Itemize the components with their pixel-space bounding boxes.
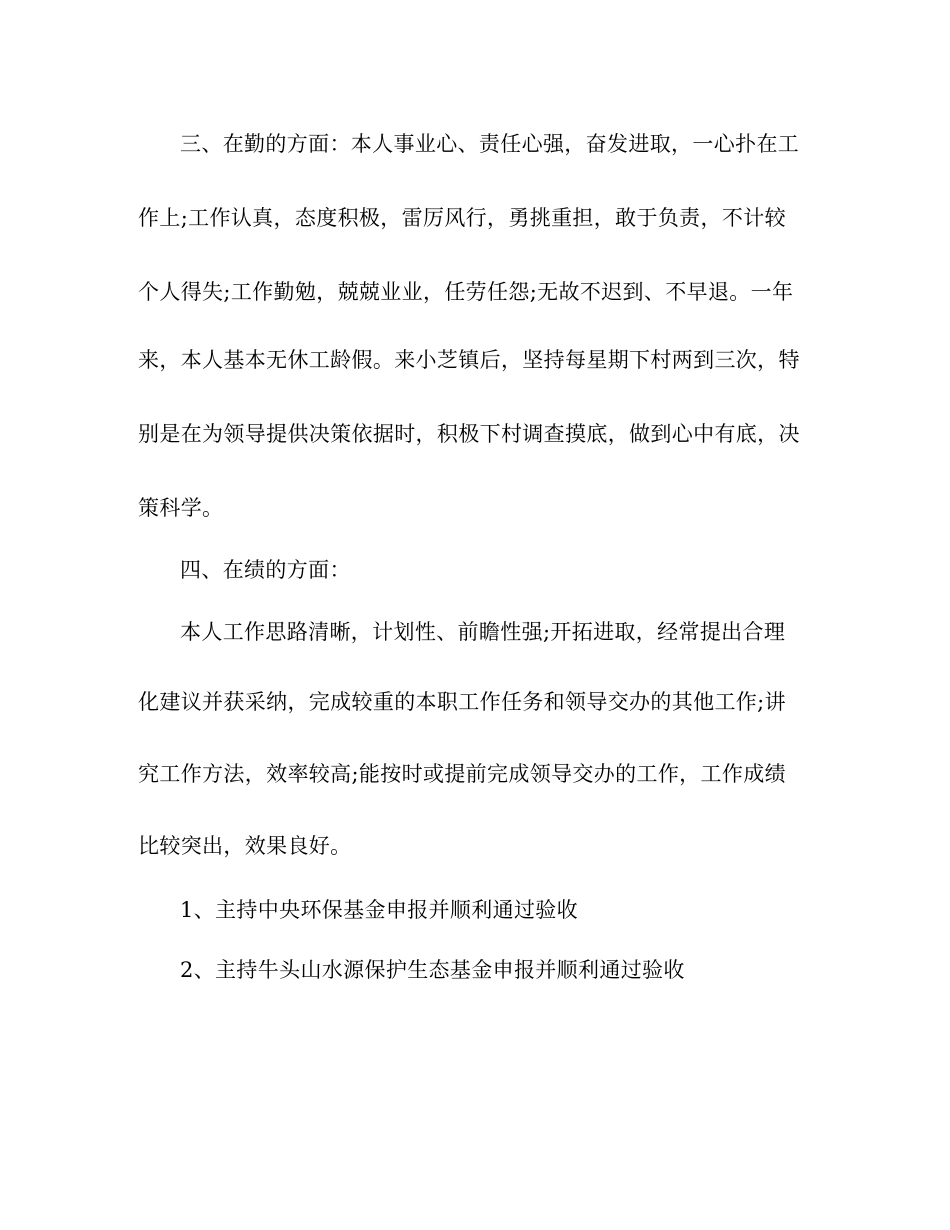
paragraph-3-line-6: 策科学。 <box>138 496 224 520</box>
paragraph-3-line-1: 三、在勤的方面：本人事业心、责任心强，奋发进取，一心扑在工 <box>180 132 800 156</box>
paragraph-3-line-2: 作上;工作认真，态度积极，雷厉风行，勇挑重担，敢于负责，不计较 <box>138 206 786 230</box>
paragraph-3-line-5: 别是在为领导提供决策依据时，积极下村调查摸底，做到心中有底，决 <box>138 422 800 446</box>
paragraph-4-line-4: 比较突出，效果良好。 <box>138 834 352 858</box>
list-item-2: 2、主持牛头山水源保护生态基金申报并顺利通过验收 <box>180 958 685 982</box>
section-4-heading: 四、在绩的方面： <box>180 558 351 582</box>
paragraph-4-line-2: 化建议并获采纳，完成较重的本职工作任务和领导交办的其他工作;讲 <box>138 690 786 714</box>
paragraph-4-line-3: 究工作方法，效率较高;能按时或提前完成领导交办的工作，工作成绩 <box>138 762 786 786</box>
paragraph-3-line-4: 来，本人基本无休工龄假。来小芝镇后，坚持每星期下村两到三次，特 <box>138 348 800 372</box>
paragraph-3-line-3: 个人得失;工作勤勉，兢兢业业，任劳任怨;无故不迟到、不早退。一年 <box>138 280 794 304</box>
list-item-1: 1、主持中央环保基金申报并顺利通过验收 <box>180 898 579 922</box>
paragraph-4-line-1: 本人工作思路清晰，计划性、前瞻性强;开拓进取，经常提出合理 <box>180 620 786 644</box>
